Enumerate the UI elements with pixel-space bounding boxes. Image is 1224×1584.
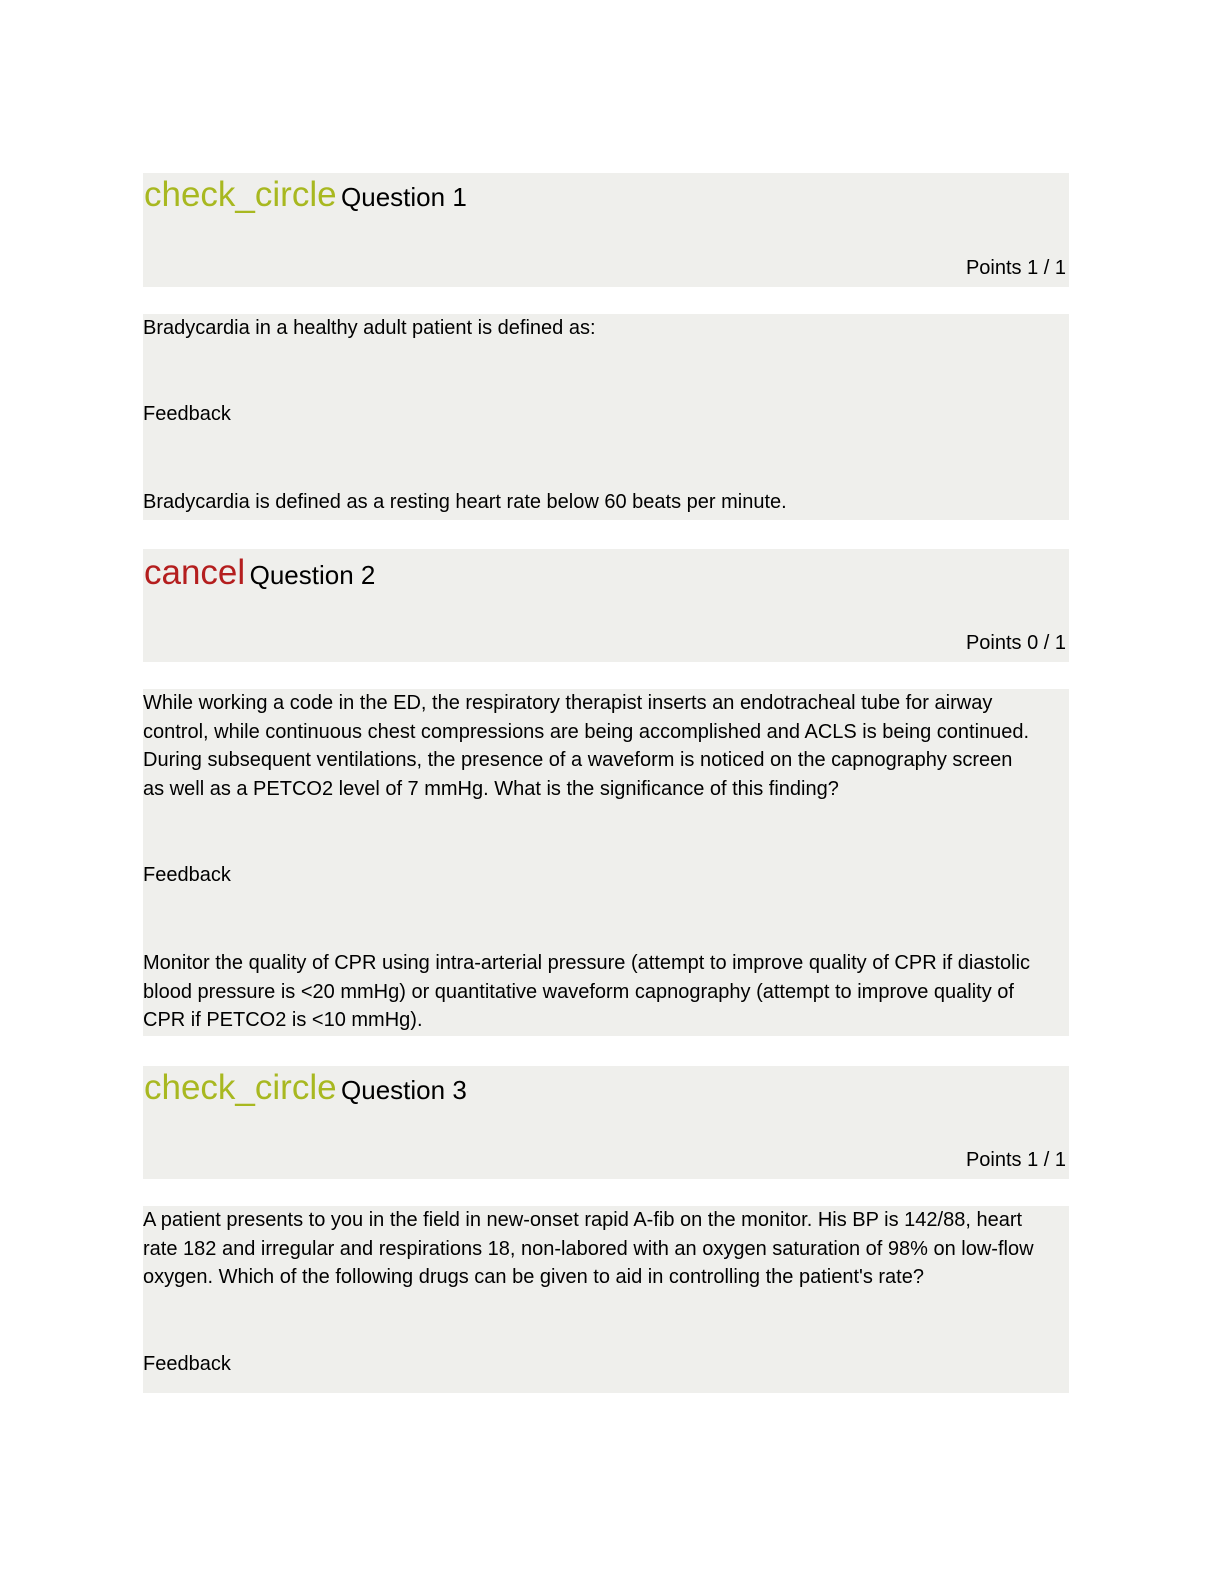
cancel-icon: cancel	[144, 553, 246, 592]
question-prompt-line: as well as a PETCO2 level of 7 mmHg. What is the significance of this finding?	[143, 777, 839, 800]
question-prompt-line: A patient presents to you in the field in new-onset rapid A-fib on the monitor. His BP is 142/88, heart	[143, 1209, 1023, 1231]
feedback-text-line: Monitor the quality of CPR using intra-arterial pressure (attempt to improve quality of CPR if diastolic	[143, 952, 1031, 974]
question-prompt-line: While working a code in the ED, the respiratory therapist inserts an endotracheal tube for airway	[143, 692, 993, 714]
question-2-title-row	[144, 551, 375, 602]
question-prompt-line: During subsequent ventilations, the presence of a waveform is noticed on the capnography screen	[143, 749, 1013, 771]
points-score: Points 1 / 1	[965, 1149, 1066, 1171]
feedback-text-line: blood pressure is <20 mmHg) or quantitative waveform capnography (attempt to improve quality of	[143, 980, 1014, 1003]
question-3-body	[143, 1206, 1069, 1393]
question-2-header	[143, 549, 1069, 662]
question-1-header	[143, 173, 1069, 287]
question-1-body	[143, 314, 1069, 520]
question-3-header	[143, 1066, 1069, 1179]
check-circle-icon: check_circle	[144, 175, 337, 214]
question-title: Question 2	[249, 560, 376, 590]
feedback-label: Feedback	[143, 1353, 231, 1375]
feedback-label: Feedback	[143, 864, 231, 886]
question-prompt-line: oxygen. Which of the following drugs can be given to aid in controlling the patient's rate?	[143, 1266, 924, 1288]
feedback-text-line: CPR if PETCO2 is <10 mmHg).	[143, 1009, 423, 1031]
question-2-body	[143, 689, 1069, 1036]
points-score: Points 0 / 1	[965, 632, 1066, 654]
question-prompt-line: control, while continuous chest compressions are being accomplished and ACLS is being continued.	[143, 720, 1030, 743]
question-prompt: Bradycardia in a healthy adult patient is defined as:	[143, 317, 596, 339]
check-circle-icon: check_circle	[144, 1068, 337, 1107]
question-title: Question 1	[341, 182, 467, 212]
question-1-title-row	[144, 173, 467, 224]
feedback-label: Feedback	[143, 403, 231, 425]
question-prompt-line: rate 182 and irregular and respirations 18, non-labored with an oxygen saturation of 98% on low-flow	[143, 1237, 1034, 1260]
feedback-text: Bradycardia is defined as a resting heart rate below 60 beats per minute.	[143, 491, 787, 513]
points-score: Points 1 / 1	[965, 257, 1066, 279]
question-3-title-row	[144, 1066, 467, 1117]
question-title: Question 3	[341, 1075, 467, 1105]
